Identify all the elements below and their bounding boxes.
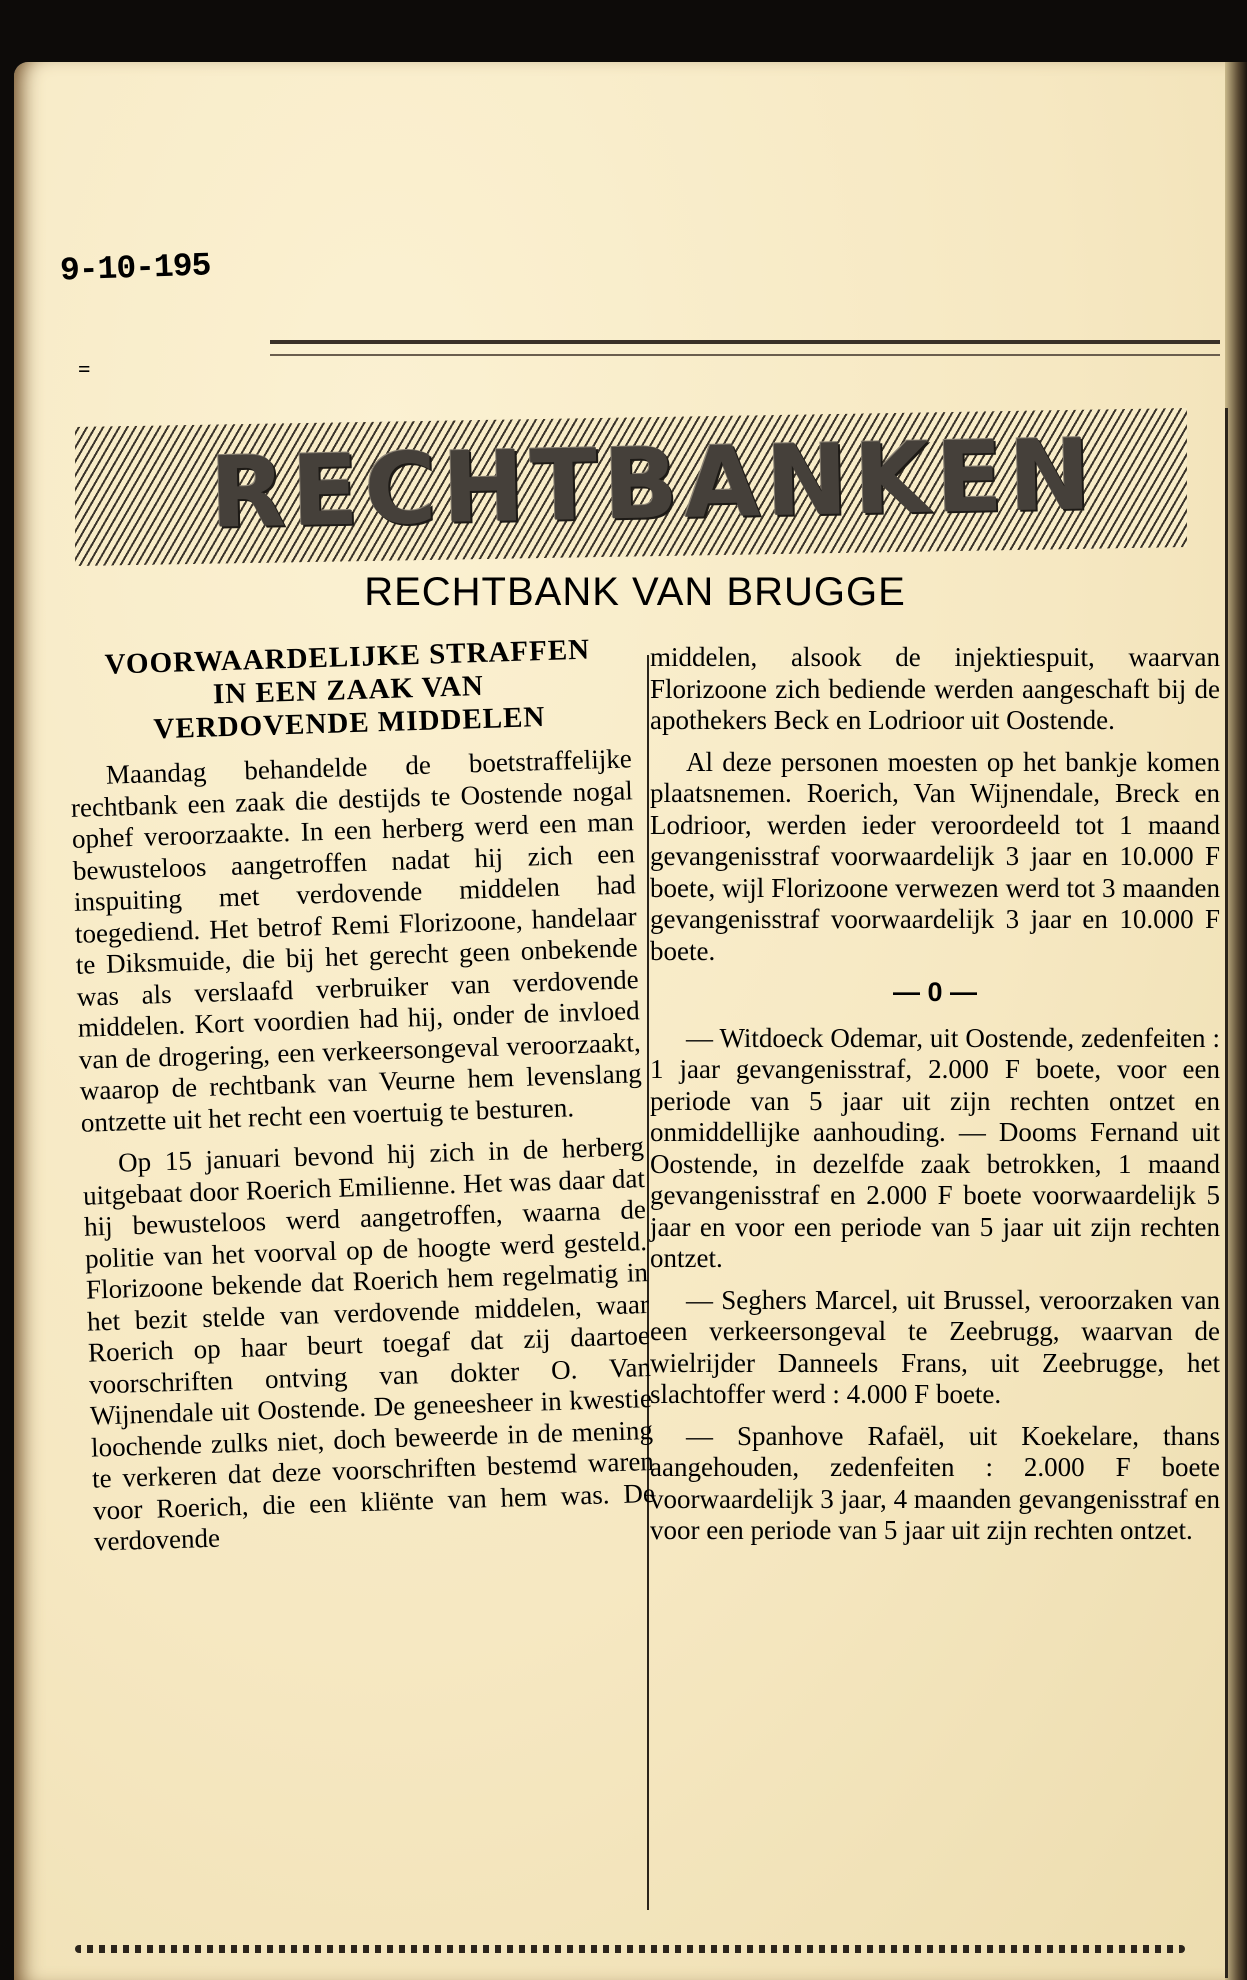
article-paragraph: Maandag behandelde de boetstraffelijke rechtbank een zaak die destijds te Oostende nogal ophef veroorzaakte. In een herberg werd een man bewusteloos aangetroffen nadat hij zich een inspuiting met verdovende middelen had toegediend. Het betrof Remi Florizoone, handelaar te Diksmuide, die bij het gerecht geen onbekende was als verslaafd verbruiker van verdovende middelen. Kort voordien had hij, onder de invloed van de drogering, een verkeersongeval veroorzaakt, waarop de rechtbank van Veurne hem levenslang ontzette uit het recht een voertuig te besturen. bbox=[70, 743, 643, 1138]
date-stamp: 9-10-195‌ bbox=[59, 247, 212, 290]
verdict-paragraph: — Seghers Marcel, uit Brussel, veroorzaken van een verkeersongeval te Zeebrugg, waarvan de wielrijder Danneels Frans, uit Zeebrugge, het slachtoffer werd : 4.000 F boete. bbox=[650, 1284, 1220, 1409]
page-edge-shadow bbox=[1225, 62, 1247, 1980]
article-paragraph: Al deze personen moesten op het bankje komen plaatsnemen. Roerich, Van Wijnendale, Breck en Lodrioor, werden ieder veroordeeld tot 1 maand gevangenisstraf voorwaardelijk 3 jaar en 10.000 F boete, wijl Florizoone verwezen werd tot 3 maanden gevangenisstraf voorwaardelijk 3 jaar en 10.000 F boete. bbox=[650, 746, 1220, 966]
section-separator: — 0 — bbox=[892, 977, 978, 1007]
article-paragraph: middelen, alsook de injektiespuit, waarvan Florizoone zich bediende werden aangeschaft bij de apothekers Beck en Lodrioor uit Oostende. bbox=[650, 642, 1220, 735]
left-column bbox=[66, 632, 657, 1568]
court-heading: RECHTBANK VAN BRUGGE bbox=[364, 570, 906, 614]
bottom-divider bbox=[75, 1945, 1185, 1953]
headline-line: VERDOVENDE MIDDELEN bbox=[153, 700, 546, 746]
article-paragraph: Op 15 januari bevond hij zich in de herberg uitgebaat door Roerich Emilienne. Het was daar dat hij bewusteloos werd aangetroffen, waarna de politie van het voorval op de hoogte werd gesteld. Florizoone bekende dat Roerich hem regelmatig in het bezit stelde van verdovende middelen, waar Roerich op haar beurt toegaf dat zij daartoe voorschriften ontving van dokter O. Van Wijnendale uit Oostende. De geneesheer in kwestie loochende zulks niet, doch beweerde in de mening te verkeren dat deze voorschriften bestemd waren voor Roerich, die een kliënte van hem was. De verdovende bbox=[82, 1131, 656, 1557]
verdict-paragraph: — Spanhove Rafaël, uit Koekelare, thans aangehouden, zedenfeiten : 2.000 F boete voorwaardelijk 3 jaar, 4 maanden gevangenisstraf en voor een periode van 5 jaar uit zijn rechten ontzet. bbox=[650, 1420, 1220, 1545]
right-column-rule bbox=[1225, 408, 1228, 1978]
article-headline bbox=[66, 632, 631, 749]
right-column bbox=[650, 642, 1220, 1557]
top-divider bbox=[270, 340, 1220, 356]
headline-line: VOORWAARDELIJKE STRAFFEN bbox=[104, 633, 591, 681]
section-title: RECHTBANKEN bbox=[208, 418, 1098, 551]
headline-line: IN EEN ZAAK VAN bbox=[212, 669, 485, 711]
margin-mark: = bbox=[78, 356, 91, 381]
verdict-paragraph: — Witdoeck Odemar, uit Oostende, zedenfeiten : 1 jaar gevangenisstraf, 2.000 F boete, voor een periode van 5 jaar uit zijn rechten ontzet en onmiddellijke aanhouding. — Dooms Fernand uit Oostende, in dezelfde zaak betrokken, 1 maand gevangenisstraf en 2.000 F boete voorwaardelijk 5 jaar en voor een periode van 5 jaar uit zijn rechten ontzet. bbox=[650, 1022, 1220, 1273]
